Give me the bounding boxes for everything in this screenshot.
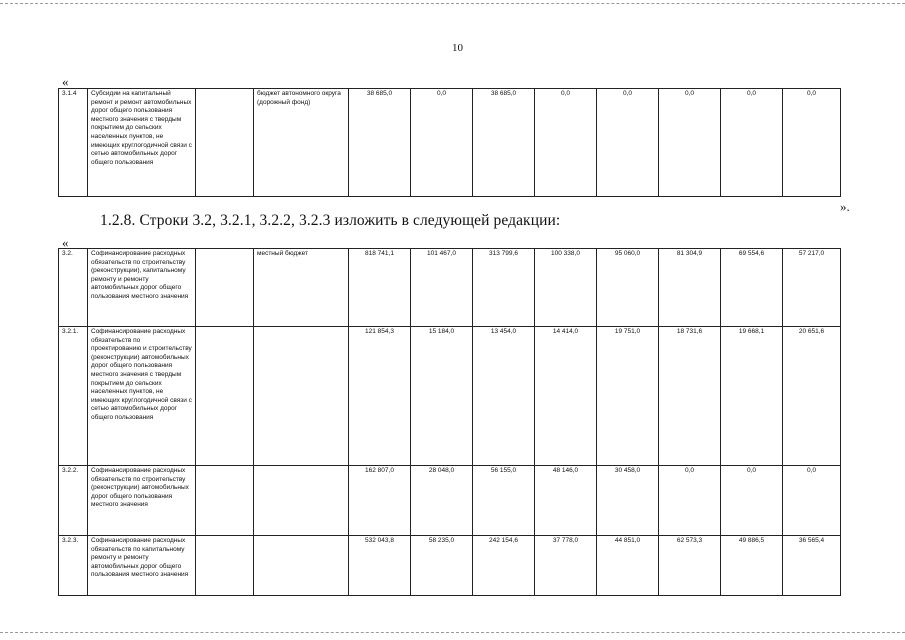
value-year-3: 48 146,0	[535, 466, 597, 536]
row-executor	[196, 466, 254, 536]
open-quote-2: «	[62, 235, 69, 250]
value-year-5: 81 304,9	[659, 249, 721, 327]
row-source	[254, 327, 349, 466]
value-year-6: 19 668,1	[721, 327, 783, 466]
row-source	[254, 536, 349, 596]
row-name: Софинансирование расходных обязательств по строительству (реконструкции), капитальному ремонту и ремонту автомобильных дорог общего пользования местного значения	[88, 249, 196, 327]
row-code: 3.2.2.	[59, 466, 88, 536]
table-row-3-1-4	[58, 88, 841, 197]
value-year-2: 242 154,6	[473, 536, 535, 596]
value-year-6: 49 886,5	[721, 536, 783, 596]
row-name: Софинансирование расходных обязательств по проектированию и строительству (реконструкции) автомобильных дорог общего пользования местного значения с твердым покрытием до сельских населенных пунктов, не имеющих круглогодичной связи с сетью автомобильных дорог общего пользования	[88, 327, 196, 466]
value-year-5: 18 731,6	[659, 327, 721, 466]
value-year-6: 0,0	[721, 466, 783, 536]
value-year-3: 0,0	[535, 89, 597, 197]
table-row	[59, 89, 841, 197]
value-year-4: 95 060,0	[597, 249, 659, 327]
value-year-2: 313 799,6	[473, 249, 535, 327]
row-executor	[196, 89, 254, 197]
value-year-3: 14 414,0	[535, 327, 597, 466]
value-year-5: 0,0	[659, 466, 721, 536]
row-executor	[196, 536, 254, 596]
section-heading: 1.2.8. Строки 3.2, 3.2.1, 3.2.2, 3.2.3 изложить в следующей редакции:	[100, 212, 561, 229]
row-source: бюджет автономного округа (дорожный фонд)	[254, 89, 349, 197]
value-year-1: 15 184,0	[411, 327, 473, 466]
open-quote-1: «	[62, 74, 69, 89]
value-year-1: 0,0	[411, 89, 473, 197]
value-year-6: 69 554,6	[721, 249, 783, 327]
value-year-7: 36 565,4	[783, 536, 841, 596]
scan-top-edge	[0, 3, 905, 4]
table-row	[59, 466, 841, 536]
value-year-1: 28 048,0	[411, 466, 473, 536]
table-row	[59, 327, 841, 466]
row-code: 3.2.3.	[59, 536, 88, 596]
row-code: 3.2.	[59, 249, 88, 327]
value-year-4: 0,0	[597, 89, 659, 197]
value-year-5: 0,0	[659, 89, 721, 197]
value-year-2: 56 155,0	[473, 466, 535, 536]
value-year-5: 62 573,3	[659, 536, 721, 596]
value-total: 38 685,0	[349, 89, 411, 197]
row-name: Софинансирование расходных обязательств по капитальному ремонту и ремонту автомобильных дорог общего пользования местного значения	[88, 536, 196, 596]
value-year-4: 44 851,0	[597, 536, 659, 596]
row-source	[254, 466, 349, 536]
value-year-1: 58 235,0	[411, 536, 473, 596]
value-year-7: 0,0	[783, 466, 841, 536]
row-source: местный бюджет	[254, 249, 349, 327]
value-total: 532 043,8	[349, 536, 411, 596]
value-year-3: 37 778,0	[535, 536, 597, 596]
value-year-2: 38 685,0	[473, 89, 535, 197]
value-year-4: 30 458,0	[597, 466, 659, 536]
value-year-7: 57 217,0	[783, 249, 841, 327]
value-year-4: 19 751,0	[597, 327, 659, 466]
row-executor	[196, 249, 254, 327]
row-name: Субсидии на капитальный ремонт и ремонт автомобильных дорог общего пользования местного значения с твердым покрытием до сельских населенных пунктов, не имеющих круглогодичной связи с сетью автомобильных дорог общего пользования	[88, 89, 196, 197]
value-year-7: 0,0	[783, 89, 841, 197]
value-total: 818 741,1	[349, 249, 411, 327]
value-total: 162 807,0	[349, 466, 411, 536]
table-row	[59, 249, 841, 327]
table-row	[59, 536, 841, 596]
row-executor	[196, 327, 254, 466]
value-year-7: 20 651,6	[783, 327, 841, 466]
page-number: 10	[452, 42, 463, 54]
row-code: 3.2.1.	[59, 327, 88, 466]
scan-bottom-edge	[0, 632, 905, 633]
value-year-6: 0,0	[721, 89, 783, 197]
row-name: Софинансирование расходных обязательств по строительству (реконструкции) автомобильных дорог общего пользования местного значения	[88, 466, 196, 536]
close-quote: ».	[840, 199, 850, 214]
row-code: 3.1.4	[59, 89, 88, 197]
value-total: 121 854,3	[349, 327, 411, 466]
table-rows-3-2	[58, 248, 841, 596]
value-year-3: 100 338,0	[535, 249, 597, 327]
value-year-2: 13 454,0	[473, 327, 535, 466]
value-year-1: 101 467,0	[411, 249, 473, 327]
